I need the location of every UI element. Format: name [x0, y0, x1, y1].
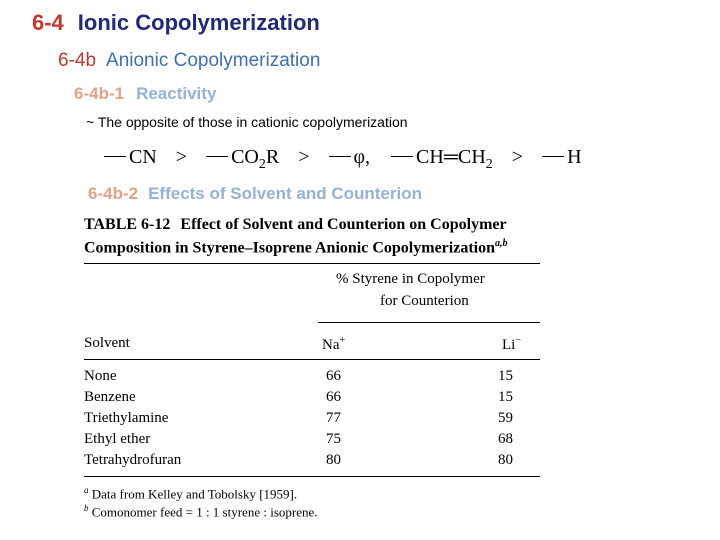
subsection-title: Anionic Copolymerization [106, 50, 321, 71]
table-title-line2: Composition in Styrene–Isoprene Anionic Copolymerization [84, 239, 495, 257]
column-header-na-charge: + [339, 335, 346, 346]
column-header-li [502, 335, 521, 354]
group-vinyl [416, 146, 493, 173]
subsubsection-heading-reactivity [74, 84, 216, 104]
table-cell-solvent: Triethylamine [84, 410, 169, 426]
group-vinyl-main: CH═CH [416, 146, 486, 168]
group-co2r-sub: 2 [258, 157, 266, 172]
group-h: H [567, 146, 582, 168]
table-cell-solvent: Tetrahydrofuran [84, 452, 182, 468]
table-cell-na: 77 [326, 410, 341, 426]
column-header-li-label: Li [502, 337, 516, 353]
table-cell-solvent: Ethyl ether [84, 431, 151, 447]
subsection-number: 6-4b [58, 50, 97, 71]
bond-line [206, 156, 228, 158]
group-vinyl-sub: 2 [485, 157, 493, 172]
group-header-rule [318, 322, 540, 323]
group-co2r [231, 146, 279, 173]
table-footnote-b [84, 503, 318, 520]
table-cell-na: 80 [326, 452, 341, 468]
table-cell-na: 75 [326, 431, 341, 447]
group-header-line1: % Styrene in Copolymer [336, 271, 485, 287]
bond-line [542, 156, 564, 158]
table-label: TABLE 6-12 [84, 216, 171, 233]
table-cell-na: 66 [326, 368, 341, 384]
subsubsection-number: 6-4b-2 [88, 184, 139, 203]
table-cell-li: 80 [498, 452, 513, 468]
section-number: 6-4 [32, 10, 64, 35]
group-phenyl: φ, [353, 146, 371, 168]
table-title-line1: Effect of Solvent and Counterion on Copolymer [180, 216, 507, 233]
group-header-line2: for Counterion [380, 293, 469, 309]
footnote-b-mark: b [84, 503, 89, 513]
subsubsection-title: Reactivity [136, 84, 217, 103]
greater-than-sign: > [175, 146, 188, 168]
table-cell-na: 66 [326, 389, 341, 405]
column-header-solvent: Solvent [84, 335, 130, 351]
table-title-footnote-marks: a,b [494, 238, 508, 249]
bond-line [391, 156, 413, 158]
table-cell-li: 68 [498, 431, 513, 447]
table-cell-li: 15 [498, 389, 513, 405]
table-top-rule [84, 263, 540, 264]
greater-than-sign: > [298, 146, 310, 168]
table-cell-li: 15 [498, 368, 513, 384]
greater-than-sign: > [511, 146, 524, 168]
table-footnote-a [84, 485, 297, 502]
section-heading [32, 10, 320, 36]
footnote-a-mark: a [84, 485, 89, 495]
column-header-na [322, 335, 345, 354]
group-co2r-main: CO [231, 146, 259, 168]
subsubsection-number: 6-4b-1 [74, 84, 125, 103]
table-caption-line1 [84, 216, 507, 234]
column-header-na-label: Na [322, 337, 340, 353]
table-cell-solvent: None [84, 368, 117, 384]
column-header-li-charge: − [515, 335, 521, 346]
reactivity-note: ~ The opposite of those in cationic copolymerization [86, 114, 408, 130]
subsubsection-title: Effects of Solvent and Counterion [148, 184, 422, 203]
table-header-rule [84, 359, 540, 360]
bond-line [329, 156, 351, 158]
table-caption-line2 [84, 238, 507, 257]
reactivity-order-formula [104, 146, 582, 173]
group-co2r-tail: R [265, 146, 280, 168]
subsection-heading [58, 50, 320, 72]
footnote-a-text: Data from Kelley and Tobolsky [1959]. [91, 486, 298, 502]
group-cn: CN [129, 146, 157, 168]
table-bottom-rule [84, 476, 540, 477]
section-title: Ionic Copolymerization [77, 10, 320, 35]
table-cell-solvent: Benzene [84, 389, 136, 405]
footnote-b-text: Comonomer feed = 1 : 1 styrene : isoprene. [91, 504, 318, 520]
table-cell-li: 59 [498, 410, 513, 426]
subsubsection-heading-solvent-effects [88, 184, 422, 204]
bond-line [104, 156, 126, 158]
